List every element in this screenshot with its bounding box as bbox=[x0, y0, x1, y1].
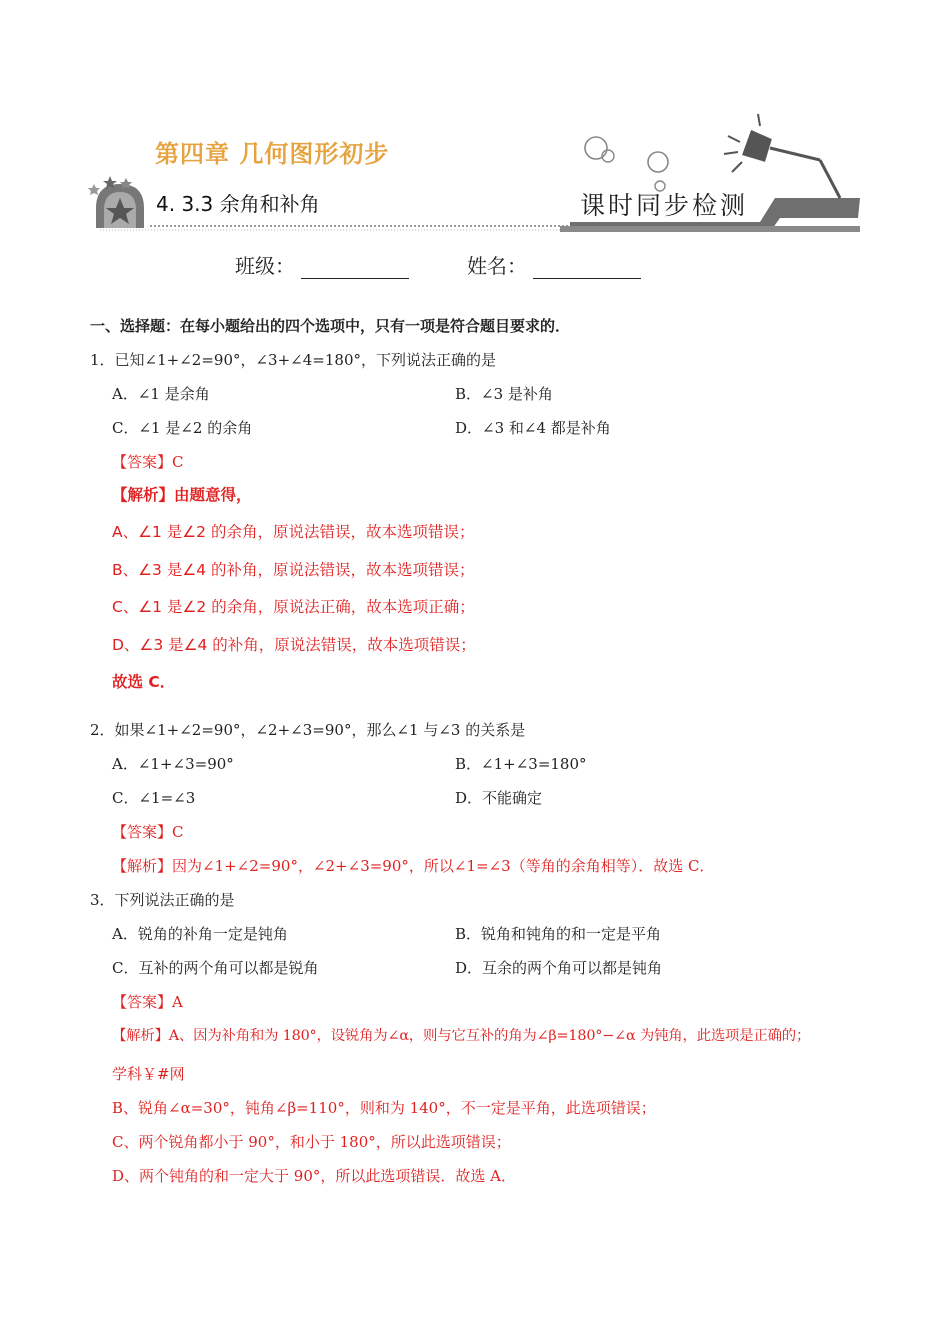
q3-answer: 【答案】A bbox=[112, 993, 183, 1011]
q2-answer: 【答案】C bbox=[112, 823, 184, 841]
q1-analysis-5: 故选 C． bbox=[112, 673, 176, 691]
class-label: 班级： bbox=[235, 254, 295, 278]
q2-option-c: C．∠1=∠3 bbox=[112, 789, 196, 807]
section-title: 4. 3.3 余角和补角 bbox=[156, 192, 320, 216]
name-field bbox=[467, 250, 641, 279]
q1-option-b: B．∠3 是补角 bbox=[455, 385, 553, 403]
q1-analysis-3: C、∠1 是∠2 的余角，原说法正确，故本选项正确； bbox=[112, 598, 475, 616]
q1-analysis-1: A、∠1 是∠2 的余角，原说法错误，故本选项错误； bbox=[112, 523, 475, 541]
class-blank[interactable] bbox=[301, 258, 409, 279]
q1-option-a: A．∠1 是余角 bbox=[112, 385, 210, 403]
q2-analysis-0: 【解析】因为∠1+∠2=90°，∠2+∠3=90°，所以∠1=∠3（等角的余角相等）．故选 C． bbox=[112, 857, 715, 875]
q3-analysis-0: 【解析】A、因为补角和为 180°，设锐角为∠α，则与它互补的角为∠β=180°−∠α 为钝角，此选项是正确的； bbox=[112, 1028, 811, 1044]
sync-label: 课时同步检测 bbox=[580, 191, 749, 220]
q3-analysis-2: B、锐角∠α=30°，钝角∠β=110°，则和为 140°，不一定是平角，此选项错误； bbox=[112, 1099, 656, 1117]
star-badge-icon bbox=[88, 176, 144, 228]
section-heading: 一、选择题：在每小题给出的四个选项中，只有一项是符合题目要求的． bbox=[90, 317, 571, 335]
question-3-stem: 3．下列说法正确的是 bbox=[90, 891, 235, 909]
chapter-title: 第四章 几何图形初步 bbox=[155, 140, 390, 168]
q3-option-c: C．互补的两个角可以都是锐角 bbox=[112, 959, 319, 977]
q3-option-d: D．互余的两个角可以都是钝角 bbox=[455, 959, 663, 977]
question-1-stem: 1．已知∠1+∠2=90°，∠3+∠4=180°，下列说法正确的是 bbox=[90, 351, 496, 369]
q1-analysis-0: 【解析】由题意得， bbox=[112, 486, 252, 504]
q3-analysis-4: D、两个钝角的和一定大于 90°，所以此选项错误．故选 A． bbox=[112, 1167, 516, 1185]
name-blank[interactable] bbox=[533, 258, 641, 279]
q3-analysis-3: C、两个锐角都小于 90°，和小于 180°，所以此选项错误； bbox=[112, 1133, 511, 1151]
name-label: 姓名： bbox=[467, 254, 527, 278]
banner-graphic bbox=[0, 0, 950, 240]
q3-analysis-1: 学科￥#网 bbox=[112, 1065, 185, 1083]
q1-option-c: C．∠1 是∠2 的余角 bbox=[112, 419, 253, 437]
q2-option-a: A．∠1+∠3=90° bbox=[112, 755, 234, 773]
q1-analysis-4: D、∠3 是∠4 的补角，原说法错误，故本选项错误； bbox=[112, 636, 476, 654]
q3-option-b: B．锐角和钝角的和一定是平角 bbox=[455, 925, 662, 943]
class-field bbox=[235, 250, 409, 279]
header-banner bbox=[0, 0, 950, 240]
q2-option-b: B．∠1+∠3=180° bbox=[455, 755, 587, 773]
q1-answer: 【答案】C bbox=[112, 453, 184, 471]
q1-analysis-2: B、∠3 是∠4 的补角，原说法错误，故本选项错误； bbox=[112, 561, 475, 579]
q1-option-d: D．∠3 和∠4 都是补角 bbox=[455, 419, 611, 437]
q2-option-d: D．不能确定 bbox=[455, 789, 543, 807]
question-2-stem: 2．如果∠1+∠2=90°，∠2+∠3=90°，那么∠1 与∠3 的关系是 bbox=[90, 721, 526, 739]
q3-option-a: A．锐角的补角一定是钝角 bbox=[112, 925, 288, 943]
